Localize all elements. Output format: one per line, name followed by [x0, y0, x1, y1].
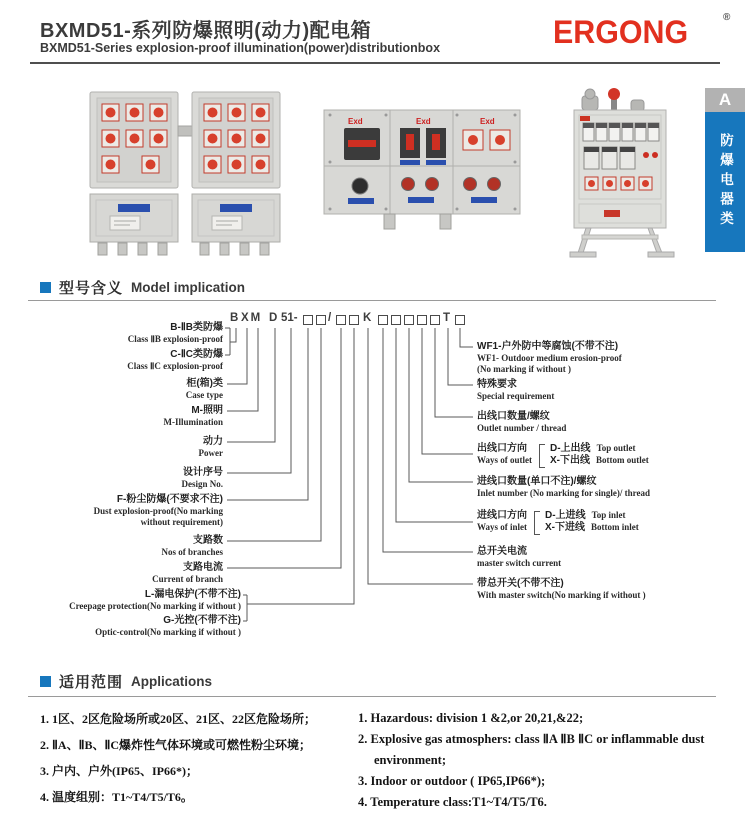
label-en: M-Illumination	[163, 416, 223, 427]
label-cn: 支路电流	[183, 562, 223, 573]
code-box	[391, 315, 401, 325]
label-en: Ways of outlet	[477, 454, 532, 465]
label-en: Case type	[185, 389, 223, 400]
section-header-applications	[40, 671, 212, 692]
list-item: 1. 1区、2区危险场所或20区、21区、22区危险场所；	[40, 712, 317, 726]
label-cn: 带总开关(不带不注)	[477, 578, 564, 589]
label-options	[550, 443, 649, 466]
section-bullet-icon	[40, 676, 51, 687]
diagram-left-label	[25, 615, 241, 638]
code-letter: 51-	[281, 312, 298, 324]
label-en: Class ⅡB explosion-proof	[127, 333, 223, 344]
label-cn: WF1-户外防中等腐蚀(不带不注)	[477, 341, 619, 352]
label-en: Outlet number / thread	[477, 422, 567, 433]
code-box	[378, 315, 388, 325]
label-en: Nos of branches	[161, 546, 223, 557]
option-en: Bottom outlet	[596, 454, 649, 465]
stand-legs	[570, 228, 674, 257]
list-item: 2. ⅡA、ⅡB、ⅡC爆炸性气体环境或可燃性粉尘环境；	[40, 738, 312, 752]
diagram-left-label	[25, 322, 223, 345]
label-cn: 出线口数量/螺纹	[477, 411, 550, 422]
code-letter: B	[230, 312, 239, 324]
main-breaker	[344, 128, 380, 160]
label-cn: 进线口方向	[477, 510, 527, 521]
label-en: With master switch(No marking if without )	[477, 589, 646, 600]
code-box	[417, 315, 427, 325]
option-cn: X-下出线	[550, 454, 590, 466]
label-cn: C-ⅡC类防爆	[170, 349, 223, 360]
label-en: Design No.	[181, 478, 223, 489]
door-label	[604, 210, 620, 217]
product-photo-cabinet	[552, 83, 692, 261]
section-divider	[28, 696, 716, 697]
product-photo-wall-boxes	[68, 86, 313, 258]
category-tab	[705, 112, 745, 252]
diagram-right-label	[477, 341, 722, 375]
label-en: WF1- Outdoor medium erosion-proof	[477, 352, 622, 363]
category-tab-letter: A	[705, 88, 745, 112]
label-cn: 进线口数量(单口不注)/螺纹	[477, 476, 597, 487]
header-divider	[30, 62, 720, 64]
section-bullet-icon	[40, 282, 51, 293]
label-cn: 特殊要求	[477, 379, 517, 390]
label-cn: 设计序号	[183, 467, 223, 478]
options-bracket	[534, 511, 540, 535]
registered-mark-icon: ®	[723, 12, 731, 23]
diagram-left-label	[25, 349, 223, 372]
applications-list-cn	[40, 706, 316, 810]
code-box	[336, 315, 346, 325]
list-item: 4. Temperature class:T1~T4/T5/T6.	[358, 795, 547, 809]
diagram-right-label	[477, 379, 722, 402]
option-cn: X-下进线	[545, 521, 586, 533]
label-main	[477, 510, 527, 533]
option-cn: D-上进线	[545, 510, 586, 521]
exd-marking: Exd	[480, 117, 495, 126]
label-cn: 动力	[203, 436, 223, 447]
diagram-left-label	[25, 405, 223, 428]
label-en: Inlet number (No marking for single)/ thread	[477, 487, 651, 498]
list-item: 2. Explosive gas atmosphers: class ⅡA ⅡB ⅡC or inflammable dust environment;	[358, 732, 705, 767]
label-en: without requirement)	[140, 516, 223, 527]
code-letter: K	[363, 312, 372, 324]
label-main	[477, 443, 532, 466]
label-en: Dust explosion-proof(No marking	[93, 505, 223, 516]
label-en: Special requirement	[477, 390, 555, 401]
label-cn: L-漏电保护(不带不注)	[144, 589, 241, 600]
label-cn: 支路数	[193, 535, 223, 546]
panel-connector	[178, 126, 192, 136]
section-header-model	[40, 277, 245, 298]
exd-marking: Exd	[416, 117, 431, 126]
label-en: master switch current	[477, 557, 562, 568]
diagram-left-label	[25, 562, 223, 585]
exd-marking: Exd	[348, 117, 363, 126]
section-divider	[28, 300, 716, 301]
label-cn: 出线口方向	[477, 443, 527, 454]
option-en: Top outlet	[596, 443, 636, 453]
beacon-light	[608, 88, 620, 110]
diagram-left-label	[25, 535, 223, 558]
code-box	[349, 315, 359, 325]
section-title-en: Model implication	[131, 280, 246, 295]
label-options	[545, 510, 639, 533]
page-title-cn: BXMD51-系列防爆照明(动力)配电箱	[40, 20, 372, 42]
section-title-cn: 适用范围	[59, 674, 124, 691]
code-letter: D	[269, 312, 278, 324]
code-box	[316, 315, 326, 325]
label-en: Current of branch	[152, 573, 223, 584]
label-en: (No marking if without )	[477, 363, 571, 374]
applications-list-en	[358, 708, 718, 813]
label-en: Creepage protection(No marking if without )	[69, 600, 241, 611]
panel-right	[192, 92, 280, 255]
label-cn: B-ⅡB类防爆	[170, 322, 223, 333]
list-item: 1. Hazardous: division 1 &2,or 20,21,&22;	[358, 711, 584, 725]
label-en: Class ⅡC explosion-proof	[127, 360, 223, 371]
label-cn: G-光控(不带不注)	[163, 615, 241, 626]
code-letter: T	[443, 312, 451, 324]
category-tab-label: 防爆电器类	[718, 133, 733, 231]
diagram-right-label	[477, 411, 722, 434]
label-cn: F-粉尘防爆(不要求不注)	[116, 494, 223, 505]
label-en: Ways of inlet	[477, 521, 528, 532]
option-cn: D-上出线	[550, 443, 591, 454]
diagram-left-label	[25, 378, 223, 401]
label-cn: M-照明	[191, 405, 223, 416]
code-letter: XM	[241, 312, 263, 324]
diagram-right-label	[477, 443, 722, 468]
section-title-cn: 型号含义	[59, 280, 124, 297]
option-en: Bottom inlet	[591, 521, 639, 532]
diagram-right-label	[477, 510, 722, 535]
diagram-left-label	[25, 589, 241, 612]
code-box	[455, 315, 465, 325]
list-item: 3. 户内、户外(IP65、IP66*)；	[40, 764, 198, 778]
page-title-en: BXMD51-Series explosion-proof illumination(power)distributionbox	[40, 41, 441, 55]
model-implication-diagram	[25, 308, 727, 656]
label-en: Optic-control(No marking if without )	[95, 626, 241, 637]
code-box	[430, 315, 440, 325]
code-letter: /	[328, 312, 332, 324]
option-en: Top inlet	[591, 510, 626, 520]
brand-logo: ERGONG	[553, 14, 689, 50]
diagram-left-label	[25, 436, 223, 459]
diagram-right-label	[477, 546, 722, 569]
code-box	[303, 315, 313, 325]
options-bracket	[539, 444, 545, 468]
diagram-left-label	[25, 494, 223, 528]
diagram-left-label	[25, 467, 223, 490]
product-photo-combined-box	[320, 96, 525, 251]
label-cn: 柜(箱)类	[186, 378, 223, 389]
cable-glands	[384, 214, 451, 229]
rotary-switches	[204, 104, 269, 173]
list-item: 3. Indoor or outdoor ( IP65,IP66*);	[358, 774, 546, 788]
section-title-en: Applications	[131, 674, 213, 689]
diagram-right-label	[477, 578, 722, 601]
diagram-right-label	[477, 476, 722, 499]
panel-left	[90, 92, 178, 255]
code-box	[404, 315, 414, 325]
label-en: Power	[198, 447, 223, 458]
label-cn: 总开关电流	[477, 546, 527, 557]
list-item: 4. 温度组别：T1~T4/T5/T6。	[40, 790, 193, 804]
